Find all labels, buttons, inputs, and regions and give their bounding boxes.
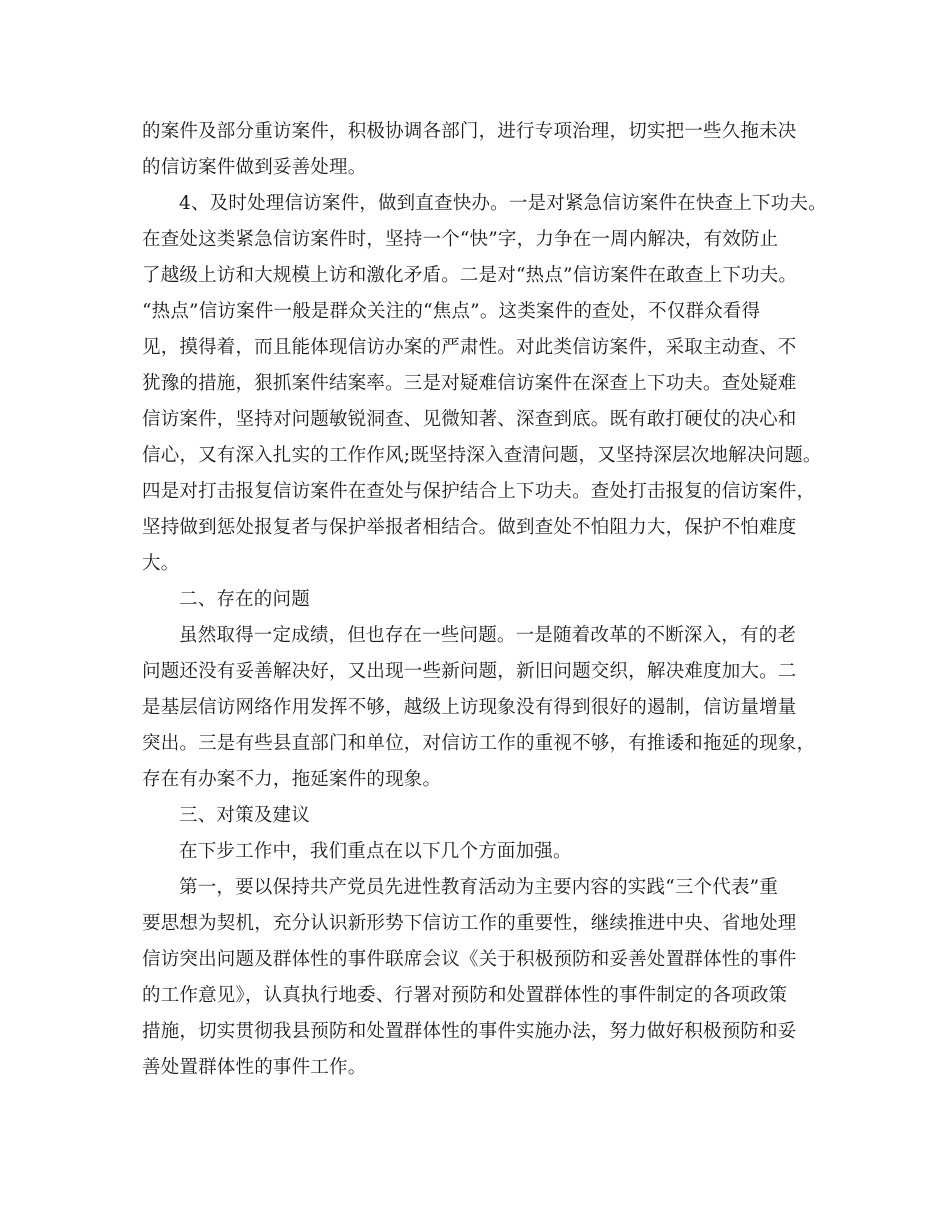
text-line: 信访突出问题及群体性的事件联席会议《关于积极预防和妥善处置群体性的事件 [142, 949, 797, 970]
section-heading: 三、对策及建议 [179, 805, 310, 826]
text-line: “热点”信访案件一般是群众关注的“焦点”。这类案件的查处，不仅群众看得 [142, 301, 761, 322]
text-line: 大。 [142, 553, 180, 574]
text-line: 在下步工作中，我们重点在以下几个方面加强。 [179, 841, 572, 862]
text-line: 第一，要以保持共产党员先进性教育活动为主要内容的实践“三个代表”重 [179, 877, 779, 898]
text-line: 在查处这类紧急信访案件时，坚持一个“快”字，力争在一周内解决，有效防止 [142, 229, 779, 250]
text-line: 的信访案件做到妥善处理。 [142, 157, 367, 178]
text-line: 虽然取得一定成绩，但也存在一些问题。一是随着改革的不断深入，有的老 [179, 625, 797, 646]
text-line: 措施，切实贯彻我县预防和处置群体性的事件实施办法，努力做好积极预防和妥 [142, 1021, 797, 1042]
text-line: 坚持做到惩处报复者与保护举报者相结合。做到查处不怕阻力大，保护不怕难度 [142, 517, 797, 538]
text-line: 见，摸得着，而且能体现信访办案的严肃性。对此类信访案件，采取主动查、不 [142, 337, 797, 358]
text-line: 的工作意见》，认真执行地委、行署对预防和处置群体性的事件制定的各项政策 [142, 985, 788, 1006]
text-line: 四是对打击报复信访案件在查处与保护结合上下功夫。查处打击报复的信访案件， [142, 481, 816, 502]
text-line: 突出。三是有些县直部门和单位，对信访工作的重视不够，有推诿和拖延的现象， [142, 733, 816, 754]
document-body [142, 114, 827, 1086]
text-line: 问题还没有妥善解决好，又出现一些新问题，新旧问题交织，解决难度加大。二 [142, 661, 797, 682]
text-line: 的案件及部分重访案件，积极协调各部门，进行专项治理，切实把一些久拖未决 [142, 121, 797, 142]
text-line: 是基层信访网络作用发挥不够，越级上访现象没有得到很好的遏制，信访量增量 [142, 697, 797, 718]
text-line: 要思想为契机，充分认识新形势下信访工作的重要性，继续推进中央、省地处理 [142, 913, 797, 934]
text-line: 信心，又有深入扎实的工作作风;既坚持深入查清问题，又坚持深层次地解决问题。 [142, 445, 822, 466]
text-line: 存在有办案不力，拖延案件的现象。 [142, 769, 442, 790]
text-line: 信访案件，坚持对问题敏锐洞查、见微知著、深查到底。既有敢打硬仗的决心和 [142, 409, 797, 430]
section-heading: 二、存在的问题 [179, 589, 310, 610]
text-line: 了越级上访和大规模上访和激化矛盾。二是对“热点”信访案件在敢查上下功夫。 [142, 265, 798, 286]
text-line: 4、及时处理信访案件，做到直查快办。一是对紧急信访案件在快查上下功夫。 [179, 193, 827, 214]
text-line: 犹豫的措施，狠抓案件结案率。三是对疑难信访案件在深查上下功夫。查处疑难 [142, 373, 797, 394]
text-line: 善处置群体性的事件工作。 [142, 1057, 367, 1078]
